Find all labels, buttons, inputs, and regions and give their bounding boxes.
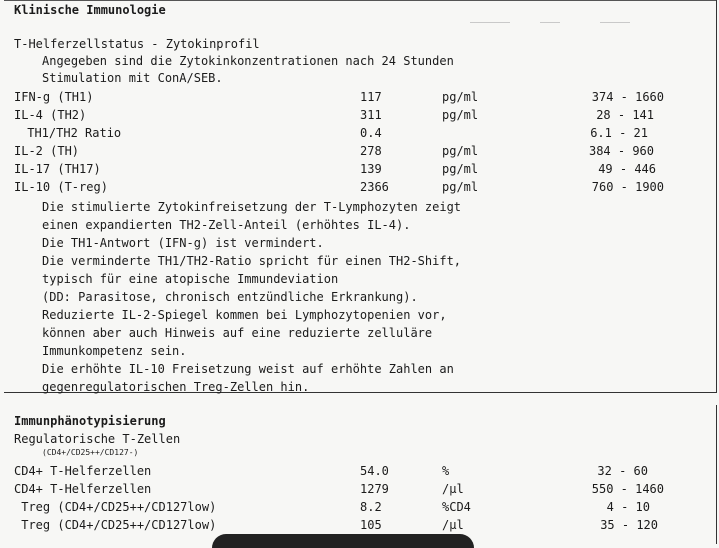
interpretation-line: typisch für eine atopische Immundeviation bbox=[42, 272, 339, 286]
cytokine-ref: 49 - 446 bbox=[598, 162, 656, 176]
cytokine-value: 117 bbox=[360, 90, 382, 104]
cytokine-name: IL-4 (TH2) bbox=[14, 108, 87, 122]
cytokine-ref: 760 - 1900 bbox=[591, 180, 664, 194]
interpretation-line: Die verminderte TH1/TH2-Ratio spricht für einen TH2-Shift, bbox=[42, 254, 462, 268]
bleed-mark bbox=[470, 22, 510, 23]
cytokine-ref: 374 - 1660 bbox=[591, 90, 664, 104]
phenotype-title: Immunphänotypisierung bbox=[14, 414, 166, 428]
interpretation-line: Die stimulierte Zytokinfreisetzung der T-Lymphozyten zeigt bbox=[42, 200, 462, 214]
interpretation-line: können aber auch Hinweis auf eine reduzierte zelluläre bbox=[42, 326, 433, 340]
note-line: Angegeben sind die Zytokinkonzentrationen nach 24 Stunden bbox=[42, 54, 454, 68]
note-line: Stimulation mit ConA/SEB. bbox=[42, 71, 223, 85]
phenotype-subtitle: Regulatorische T-Zellen bbox=[14, 432, 181, 446]
cytokine-value: 2366 bbox=[360, 180, 389, 194]
interpretation-line: einen expandierten TH2-Zell-Anteil (erhöhtes IL-4). bbox=[42, 218, 411, 232]
cytokine-name: IL-10 (T-reg) bbox=[14, 180, 108, 194]
phenotype-value: 1279 bbox=[360, 482, 389, 496]
interpretation-line: Die erhöhte IL-10 Freisetzung weist auf erhöhte Zahlen an bbox=[42, 362, 454, 376]
phenotype-ref: 4 - 10 bbox=[606, 500, 650, 514]
phenotype-name: CD4+ T-Helferzellen bbox=[14, 464, 152, 478]
interpretation-line: Die TH1-Antwort (IFN-g) ist vermindert. bbox=[42, 236, 324, 250]
phenotype-name: Treg (CD4+/CD25++/CD127low) bbox=[14, 500, 217, 514]
phenotype-ref: 35 - 120 bbox=[600, 518, 658, 532]
phenotype-subnote: (CD4+/CD25++/CD127-) bbox=[42, 448, 139, 457]
phenotype-name: CD4+ T-Helferzellen bbox=[14, 482, 152, 496]
cytokine-unit: pg/ml bbox=[442, 108, 479, 122]
cytokine-name: TH1/TH2 Ratio bbox=[20, 126, 122, 140]
cytokine-value: 139 bbox=[360, 162, 382, 176]
cytokine-unit: pg/ml bbox=[442, 90, 479, 104]
phenotype-unit: /µl bbox=[442, 482, 464, 496]
cytokine-unit: pg/ml bbox=[442, 180, 479, 194]
phenotype-ref: 550 - 1460 bbox=[591, 482, 664, 496]
phenotype-ref: 32 - 60 bbox=[597, 464, 648, 478]
phenotype-unit: /µl bbox=[442, 518, 464, 532]
phenotype-value: 8.2 bbox=[360, 500, 382, 514]
scanner-shadow bbox=[212, 534, 474, 548]
cytokine-ref: 384 - 960 bbox=[588, 144, 654, 158]
cytokine-name: IL-2 (TH) bbox=[14, 144, 80, 158]
phenotype-value: 105 bbox=[360, 518, 382, 532]
interpretation-line: Reduzierte IL-2-Spiegel kommen bei Lymphozytopenien vor, bbox=[42, 308, 447, 322]
cytokine-value: 311 bbox=[360, 108, 382, 122]
cytokine-value: 0.4 bbox=[360, 126, 382, 140]
cytokine-ref: 6.1 - 21 bbox=[590, 126, 648, 140]
block-title: T-Helferzellstatus - Zytokinprofil bbox=[14, 37, 260, 51]
cytokine-unit: pg/ml bbox=[442, 162, 479, 176]
interpretation-line: Immunkompetenz sein. bbox=[42, 344, 187, 358]
cytokine-ref: 28 - 141 bbox=[596, 108, 654, 122]
phenotype-unit: %CD4 bbox=[442, 500, 471, 514]
section-title: Klinische Immunologie bbox=[14, 3, 166, 17]
interpretation-line: gegenregulatorischen Treg-Zellen hin. bbox=[42, 380, 310, 394]
phenotype-unit: % bbox=[442, 464, 450, 478]
bleed-mark bbox=[600, 22, 630, 23]
cytokine-value: 278 bbox=[360, 144, 382, 158]
cytokine-name: IL-17 (TH17) bbox=[14, 162, 101, 176]
interpretation-line: (DD: Parasitose, chronisch entzündliche Erkrankung). bbox=[42, 290, 418, 304]
cytokine-name: IFN-g (TH1) bbox=[14, 90, 94, 104]
phenotype-value: 54.0 bbox=[360, 464, 389, 478]
cytokine-unit: pg/ml bbox=[442, 144, 479, 158]
bleed-mark bbox=[540, 22, 560, 23]
phenotype-name: Treg (CD4+/CD25++/CD127low) bbox=[14, 518, 217, 532]
